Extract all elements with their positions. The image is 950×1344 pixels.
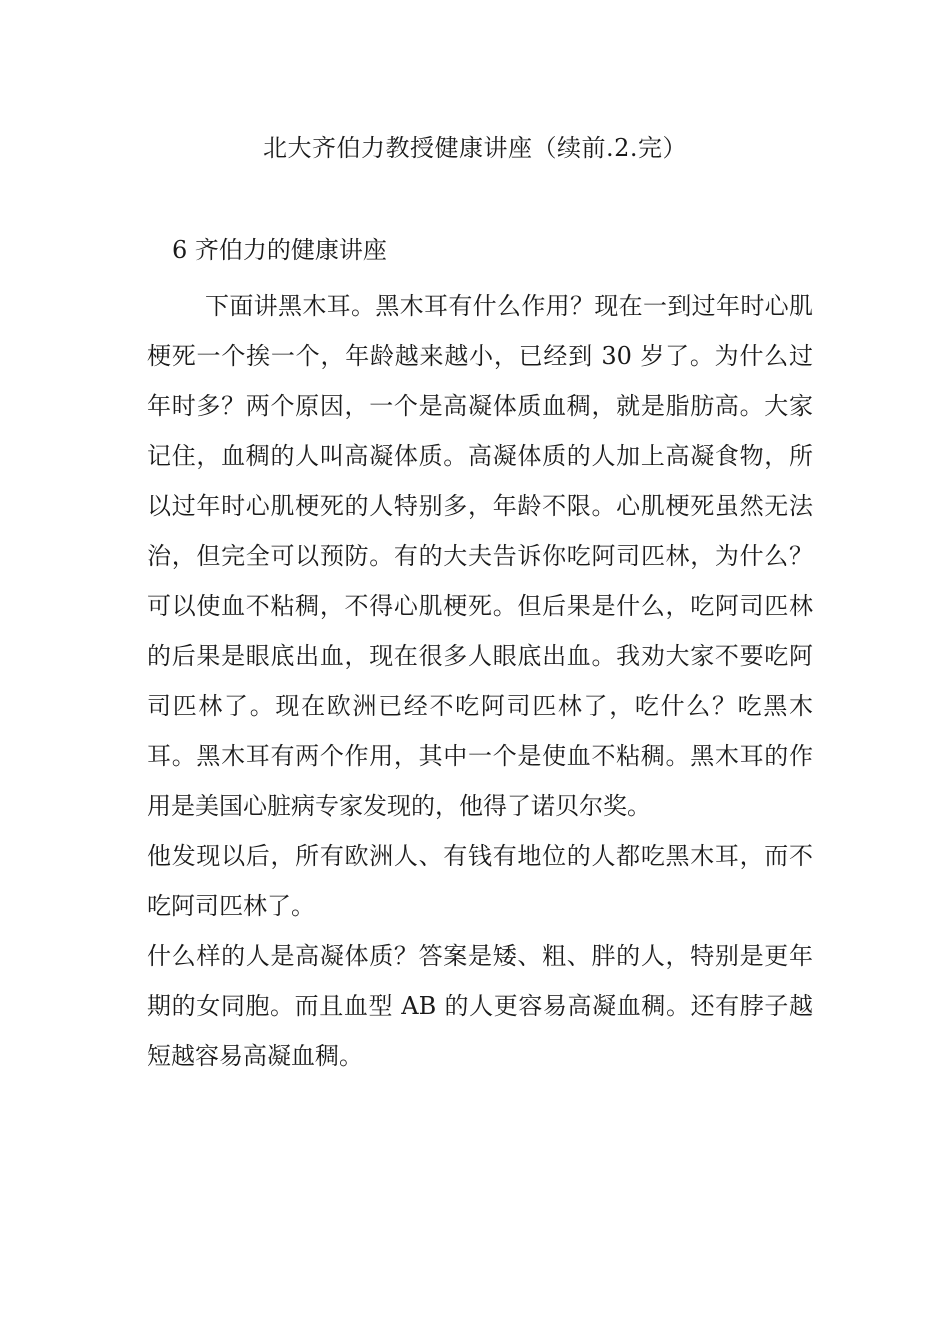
paragraph-high-coagulation: 什么样的人是高凝体质？答案是矮、粗、胖的人，特别是更年期的女同胞。而且血型 AB 的人更容易高凝血稠。还有脖子越短越容易高凝血稠。 [147,942,813,1070]
paragraph-black-fungus: 下面讲黑木耳。黑木耳有什么作用？现在一到过年时心肌梗死一个挨一个，年龄越来越小，已经到 30 岁了。为什么过年时多？两个原因，一个是高凝体质血稠，就是脂肪高。大家记住，血稠的人叫高凝体质。高凝体质的人加上高凝食物，所以过年时心肌梗死的人特别多，年龄不限。心肌梗死虽然无法治，但完全可以预防。有的大夫告诉你吃阿司匹林，为什么？可以使血不粘稠，不得心肌梗死。但后果是什么，吃阿司匹林的后果是眼底出血，现在很多人眼底出血。我劝大家不要吃阿司匹林了。现在欧洲已经不吃阿司匹林了，吃什么？吃黑木耳。黑木耳有两个作用，其中一个是使血不粘稠。黑木耳的作用是美国心脏病专家发现的，他得了诺贝尔奖。 [147,292,813,820]
body-text [147,281,813,1081]
paragraph-europe: 他发现以后，所有欧洲人、有钱有地位的人都吃黑木耳，而不吃阿司匹林了。 [147,842,813,920]
section-heading: 6 齐伯力的健康讲座 [172,236,387,264]
document-title: 北大齐伯力教授健康讲座（续前.2.完） [262,134,688,162]
